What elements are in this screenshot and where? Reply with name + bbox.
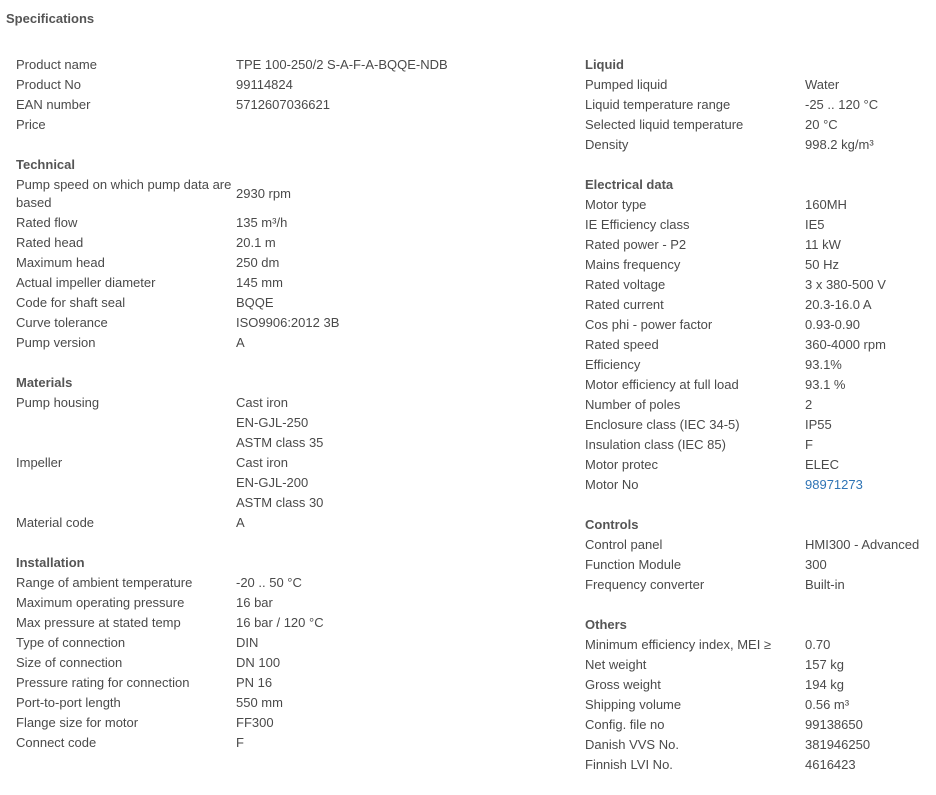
spec-label: Motor protec [585, 457, 658, 472]
section-liquid [585, 55, 930, 155]
spec-value [805, 195, 930, 215]
spec-value [805, 415, 930, 435]
spec-row-net-weight [585, 655, 930, 675]
spec-value-line: Cast iron [236, 455, 289, 470]
spec-label: Pump version [16, 335, 96, 350]
spec-value [236, 75, 556, 95]
spec-value [236, 184, 556, 204]
spec-value [236, 115, 556, 135]
spec-row-liquid-temperature-range [585, 95, 930, 115]
spec-value-line: -25 .. 120 °C [805, 97, 879, 112]
spec-row-number-of-poles [585, 395, 930, 415]
spec-value [236, 253, 556, 273]
spec-row-motor-protec [585, 455, 930, 475]
spec-value [236, 333, 556, 353]
spec-value-line: 16 bar [236, 595, 273, 610]
left-spec-column [16, 55, 556, 773]
spec-label: Maximum operating pressure [16, 595, 185, 610]
spec-value [805, 535, 930, 555]
spec-value [236, 573, 556, 593]
spec-value [805, 135, 930, 155]
spec-label: Max pressure at stated temp [16, 615, 181, 630]
spec-value-line [236, 115, 556, 135]
spec-value [805, 735, 930, 755]
spec-label: Port-to-port length [16, 695, 121, 710]
spec-row-maximum-operating-pressure [16, 593, 556, 613]
spec-label: Rated head [16, 235, 84, 250]
spec-value-line: IE5 [805, 217, 825, 232]
spec-label: Motor No [585, 477, 639, 492]
section-electrical-data [585, 175, 930, 495]
spec-row-cos-phi-power-factor [585, 315, 930, 335]
spec-row-pumped-liquid [585, 75, 930, 95]
spec-value [236, 653, 556, 673]
spec-label: Rated current [585, 297, 664, 312]
spec-row-flange-size-for-motor [16, 713, 556, 733]
spec-row-rated-voltage [585, 275, 930, 295]
spec-row-pump-version [16, 333, 556, 353]
spec-value [236, 613, 556, 633]
section-title: Technical [16, 157, 76, 172]
spec-row-ie-efficiency-class [585, 215, 930, 235]
spec-row-curve-tolerance [16, 313, 556, 333]
spec-value-line: 50 Hz [805, 257, 839, 272]
spec-value [236, 593, 556, 613]
spec-label: Product No [16, 77, 82, 92]
spec-value-line: Cast iron [236, 395, 289, 410]
spec-value-line: BQQE [236, 295, 274, 310]
spec-value-line: 157 kg [805, 657, 845, 672]
spec-value-line: DN 100 [236, 655, 281, 670]
spec-label: Danish VVS No. [585, 737, 679, 752]
spec-value-line: 300 [805, 557, 827, 572]
spec-value [805, 435, 930, 455]
spec-value-line: A [236, 515, 245, 530]
spec-row-size-of-connection [16, 653, 556, 673]
spec-value [805, 75, 930, 95]
spec-value-line: 16 bar / 120 °C [236, 615, 324, 630]
spec-row-range-of-ambient-temperature [16, 573, 556, 593]
spec-value-line: 99138650 [805, 717, 863, 732]
spec-value-line: 0.93-0.90 [805, 317, 860, 332]
spec-row-impeller [16, 453, 556, 513]
spec-value [805, 715, 930, 735]
spec-label: Selected liquid temperature [585, 117, 744, 132]
spec-row-finnish-lvi-no [585, 755, 930, 775]
spec-value [236, 713, 556, 733]
spec-value [236, 673, 556, 693]
spec-label: Minimum efficiency index, MEI ≥ [585, 637, 772, 652]
spec-row-insulation-class-iec-85 [585, 435, 930, 455]
spec-value-line: 550 mm [236, 695, 283, 710]
spec-row-efficiency [585, 355, 930, 375]
spec-value-line: Built-in [805, 577, 845, 592]
spec-value [805, 95, 930, 115]
spec-value [236, 213, 556, 233]
spec-label: Range of ambient temperature [16, 575, 193, 590]
spec-value [236, 233, 556, 253]
spec-value [805, 475, 930, 495]
spec-row-gross-weight [585, 675, 930, 695]
spec-row-pump-housing [16, 393, 556, 453]
spec-value [805, 575, 930, 595]
section-general [16, 55, 556, 135]
spec-label: Efficiency [585, 357, 641, 372]
spec-label: Rated voltage [585, 277, 666, 292]
spec-value [805, 255, 930, 275]
spec-value-line: 135 m³/h [236, 215, 288, 230]
section-others [585, 615, 930, 775]
spec-value-line: 381946250 [805, 737, 871, 752]
spec-value-line: EN-GJL-250 [236, 415, 309, 430]
section-materials [16, 373, 556, 533]
spec-label: Config. file no [585, 717, 665, 732]
spec-value [236, 273, 556, 293]
spec-value-line: TPE 100-250/2 S-A-F-A-BQQE-NDB [236, 57, 448, 72]
spec-row-pump-speed-on-which-pump-data-are-based [16, 175, 556, 213]
section-title: Installation [16, 555, 85, 570]
spec-label: Rated flow [16, 215, 78, 230]
spec-value-line: 5712607036621 [236, 97, 330, 112]
spec-label: Curve tolerance [16, 315, 108, 330]
spec-label: Density [585, 137, 629, 152]
spec-label: Control panel [585, 537, 663, 552]
spec-label: Product name [16, 57, 97, 72]
spec-value-line: 20 °C [805, 117, 838, 132]
spec-value-line: 20.1 m [236, 235, 276, 250]
section-technical [16, 155, 556, 353]
spec-row-mains-frequency [585, 255, 930, 275]
right-spec-column [585, 55, 930, 795]
spec-label: Connect code [16, 735, 97, 750]
spec-row-control-panel [585, 535, 930, 555]
spec-value [236, 393, 556, 453]
spec-label: Function Module [585, 557, 682, 572]
spec-row-rated-speed [585, 335, 930, 355]
spec-row-frequency-converter [585, 575, 930, 595]
spec-value [236, 55, 556, 75]
spec-value [236, 633, 556, 653]
spec-row-danish-vvs-no [585, 735, 930, 755]
spec-row-config-file-no [585, 715, 930, 735]
spec-row-rated-flow [16, 213, 556, 233]
spec-value-line: DIN [236, 635, 259, 650]
spec-label: Insulation class (IEC 85) [585, 437, 726, 452]
spec-label: Rated speed [585, 337, 659, 352]
spec-label: Finnish LVI No. [585, 757, 673, 772]
page-title: Specifications [6, 11, 95, 26]
spec-value [236, 453, 556, 513]
spec-row-rated-power-p2 [585, 235, 930, 255]
spec-value-line: 99114824 [236, 77, 293, 92]
spec-value-line: 160MH [805, 197, 847, 212]
spec-value [236, 313, 556, 333]
spec-value-line: 11 kW [805, 237, 841, 252]
spec-value-line: 4616423 [805, 757, 856, 772]
spec-label: Mains frequency [585, 257, 681, 272]
section-title: Liquid [585, 57, 624, 72]
motor-no-link[interactable]: 98971273 [805, 477, 863, 492]
spec-value [805, 755, 930, 775]
spec-row-price [16, 115, 556, 135]
spec-row-port-to-port-length [16, 693, 556, 713]
spec-label: Motor efficiency at full load [585, 377, 739, 392]
spec-label: Maximum head [16, 255, 105, 270]
spec-value-line: 998.2 kg/m³ [805, 137, 874, 152]
spec-value-line: FF300 [236, 715, 274, 730]
spec-value [805, 335, 930, 355]
spec-value-line: 2 [805, 397, 813, 412]
spec-label: Flange size for motor [16, 715, 139, 730]
spec-label: Gross weight [585, 677, 661, 692]
spec-row-shipping-volume [585, 695, 930, 715]
spec-label: Number of poles [585, 397, 681, 412]
spec-value-line: ISO9906:2012 3B [236, 315, 340, 330]
spec-label: IE Efficiency class [585, 217, 690, 232]
spec-label: Size of connection [16, 655, 123, 670]
spec-row-enclosure-class-iec-34-5 [585, 415, 930, 435]
spec-value-line: 360-4000 rpm [805, 337, 886, 352]
spec-value [805, 295, 930, 315]
spec-value [805, 635, 930, 655]
spec-label: Pumped liquid [585, 77, 668, 92]
spec-value-line: F [805, 437, 813, 452]
spec-row-selected-liquid-temperature [585, 115, 930, 135]
spec-row-motor-type [585, 195, 930, 215]
spec-label: Code for shaft seal [16, 295, 126, 310]
section-controls [585, 515, 930, 595]
spec-label: Impeller [16, 455, 63, 470]
spec-value-line: ASTM class 35 [236, 435, 324, 450]
spec-value [805, 115, 930, 135]
spec-value [805, 555, 930, 575]
spec-value [236, 95, 556, 115]
section-title: Materials [16, 375, 73, 390]
spec-label: Liquid temperature range [585, 97, 731, 112]
spec-label: Shipping volume [585, 697, 682, 712]
spec-row-code-for-shaft-seal [16, 293, 556, 313]
spec-value-line: 250 dm [236, 255, 280, 270]
spec-value [236, 513, 556, 533]
spec-label: Enclosure class (IEC 34-5) [585, 417, 740, 432]
spec-row-density [585, 135, 930, 155]
section-title: Others [585, 617, 627, 632]
spec-value [236, 693, 556, 713]
spec-row-product-name [16, 55, 556, 75]
spec-label: Pump speed on which pump data are based [16, 177, 232, 210]
spec-row-minimum-efficiency-index-mei [585, 635, 930, 655]
spec-value-line: ASTM class 30 [236, 495, 324, 510]
spec-label: Rated power - P2 [585, 237, 687, 252]
spec-value [805, 235, 930, 255]
spec-row-product-no [16, 75, 556, 95]
spec-label: Cos phi - power factor [585, 317, 713, 332]
spec-row-type-of-connection [16, 633, 556, 653]
spec-value-line: A [236, 335, 245, 350]
spec-value-line: 0.70 [805, 637, 831, 652]
spec-value-line: 0.56 m³ [805, 697, 850, 712]
spec-value-line: 93.1% [805, 357, 842, 372]
spec-value-line: 2930 rpm [236, 186, 291, 201]
spec-value [805, 275, 930, 295]
spec-label: EAN number [16, 97, 91, 112]
spec-value-line: 194 kg [805, 677, 845, 692]
spec-label: Type of connection [16, 635, 126, 650]
spec-value-line: F [236, 735, 244, 750]
spec-value-line: IP55 [805, 417, 832, 432]
spec-label: Motor type [585, 197, 647, 212]
spec-label: Price [16, 117, 46, 132]
spec-label: Pump housing [16, 395, 100, 410]
section-installation [16, 553, 556, 753]
spec-value [805, 355, 930, 375]
spec-value-line: 93.1 % [805, 377, 846, 392]
spec-row-actual-impeller-diameter [16, 273, 556, 293]
spec-value-line: PN 16 [236, 675, 273, 690]
spec-value [236, 293, 556, 313]
spec-value-line: 145 mm [236, 275, 283, 290]
spec-value [805, 455, 930, 475]
spec-row-max-pressure-at-stated-temp [16, 613, 556, 633]
spec-row-function-module [585, 555, 930, 575]
spec-value [805, 315, 930, 335]
spec-label: Pressure rating for connection [16, 675, 190, 690]
spec-value-line: 3 x 380-500 V [805, 277, 886, 292]
spec-label: Material code [16, 515, 95, 530]
spec-value [805, 655, 930, 675]
spec-value-line: HMI300 - Advanced [805, 537, 920, 552]
section-title: Electrical data [585, 177, 674, 192]
spec-row-pressure-rating-for-connection [16, 673, 556, 693]
spec-value-line: -20 .. 50 °C [236, 575, 302, 590]
spec-row-rated-head [16, 233, 556, 253]
spec-label: Net weight [585, 657, 647, 672]
spec-value [805, 215, 930, 235]
spec-value [805, 395, 930, 415]
spec-row-connect-code [16, 733, 556, 753]
spec-value [236, 733, 556, 753]
section-title: Controls [585, 517, 639, 532]
spec-value-line: 20.3-16.0 A [805, 297, 872, 312]
spec-row-ean-number [16, 95, 556, 115]
spec-label: Frequency converter [585, 577, 705, 592]
spec-row-motor-efficiency-at-full-load [585, 375, 930, 395]
spec-value [805, 375, 930, 395]
spec-value-line: EN-GJL-200 [236, 475, 309, 490]
spec-row-material-code [16, 513, 556, 533]
spec-value-line: ELEC [805, 457, 839, 472]
spec-row-motor-no [585, 475, 930, 495]
spec-label: Actual impeller diameter [16, 275, 156, 290]
spec-value-line: Water [805, 77, 840, 92]
spec-value [805, 695, 930, 715]
spec-row-rated-current [585, 295, 930, 315]
spec-row-maximum-head [16, 253, 556, 273]
spec-value [805, 675, 930, 695]
